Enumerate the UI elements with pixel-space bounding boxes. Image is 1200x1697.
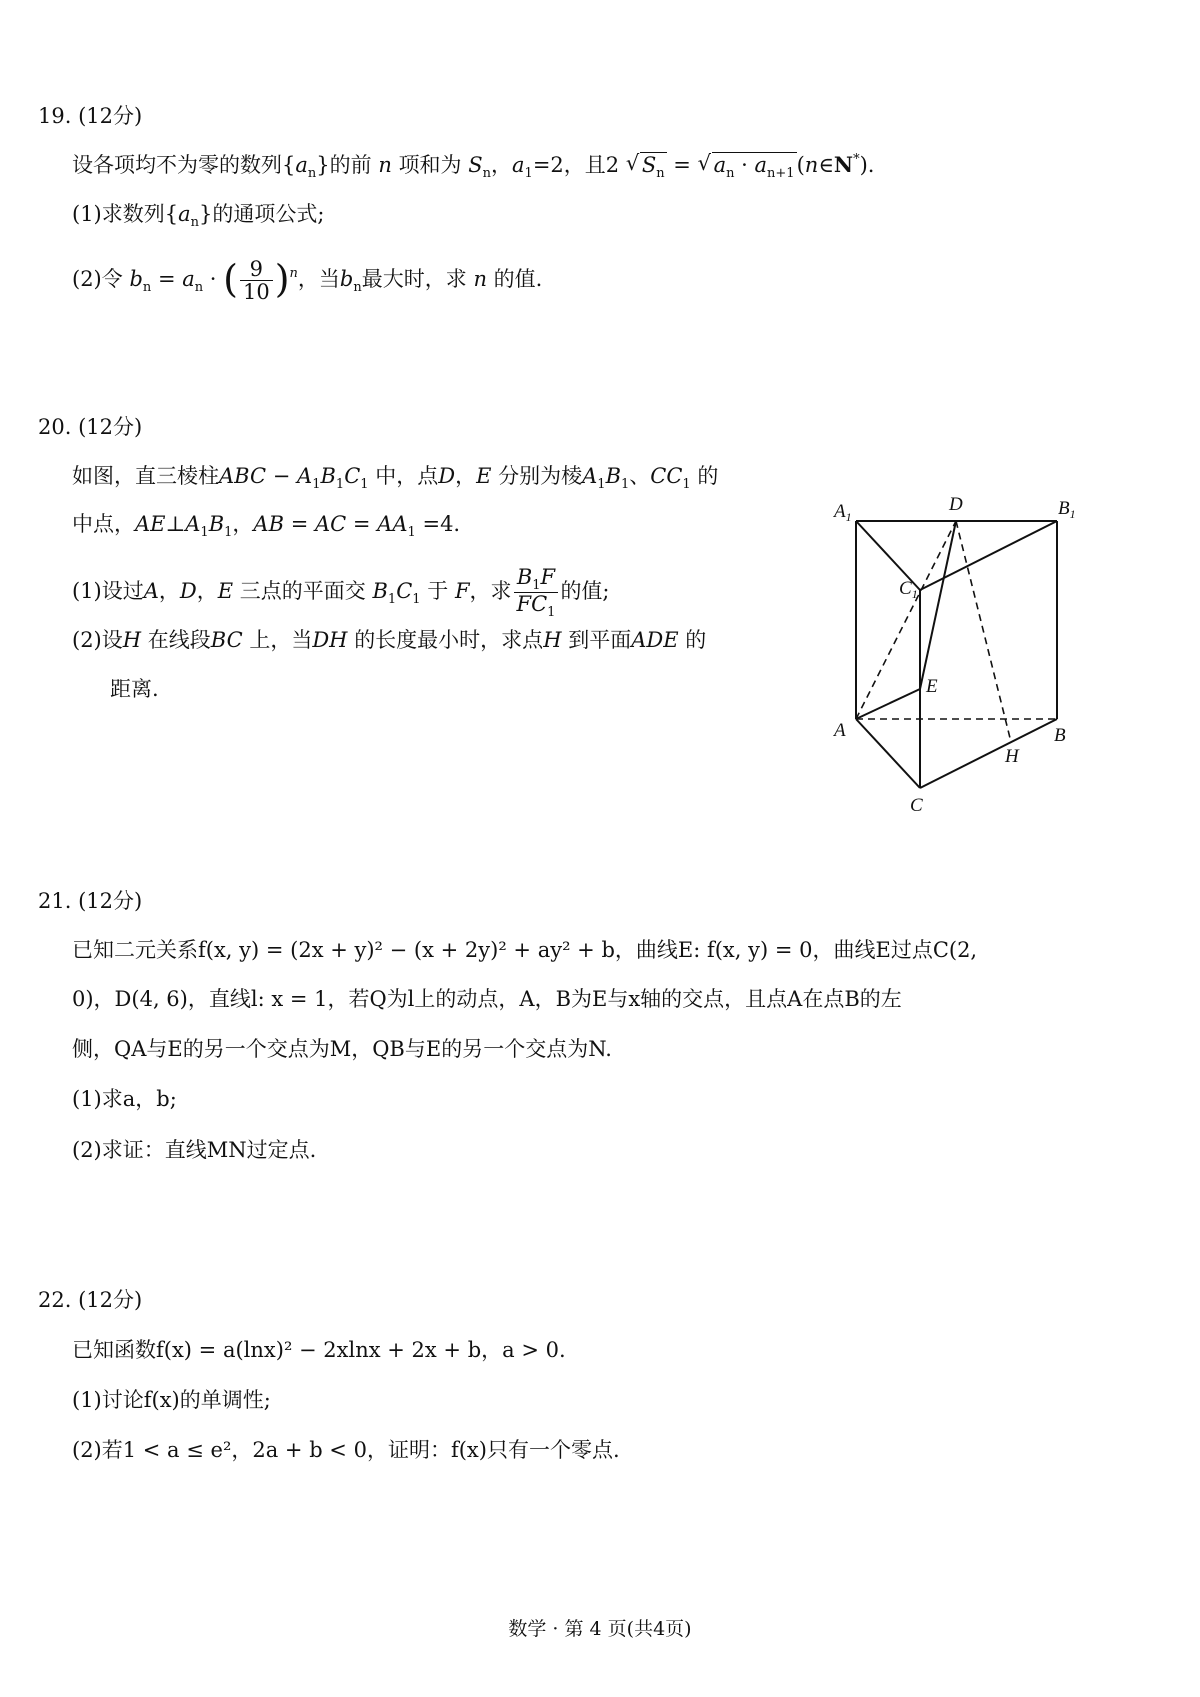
- label-d: D: [949, 494, 963, 515]
- edge-c1-b1: [920, 521, 1057, 590]
- q20-part1: (1)设过A，D，E 三点的平面交 $B_1C_1$ 于 F，求 $\frac{B_1F}{FC_1}$ 的值;: [72, 565, 610, 620]
- page-footer: 数学 · 第 4 页(共4页): [508, 1618, 692, 1640]
- q21-line2: 0)，D(4, 6)，直线l: x = 1，若Q为l上的动点，A，B为E与x轴的交点，且点A在点B的左: [72, 987, 902, 1011]
- q21-part2: (2)求证：直线MN过定点.: [72, 1138, 317, 1162]
- q21-line1: 已知二元关系f(x, y) = (2x + y)² − (x + 2y)² + ay² + b，曲线E: f(x, y) = 0，曲线E过点C(2,: [72, 938, 978, 962]
- q19-part2: (2)令 $b_n = a_n$ · ( $\frac{9}{10}$ )$^n$，当$b_n$最大时，求 n 的值.: [72, 256, 543, 304]
- q19-part1: (1)求数列$\{a_n\}$的通项公式;: [72, 202, 325, 230]
- q22-header: 22. (12分): [38, 1288, 143, 1312]
- q20-part2-cont: 距离.: [110, 677, 159, 701]
- q19-stem: 设各项均不为零的数列$\{a_n\}$的前 n 项和为 $S_n$，$a_1=2$，且2 √ $S_n$ = √ $a_n$ · $a_{n+1}(n\in N^*)$.: [72, 150, 874, 184]
- label-a1: $A_1$: [834, 501, 852, 524]
- q22-part2: (2)若1 < a ≤ e²，2a + b < 0，证明：f(x)只有一个零点.: [72, 1438, 620, 1462]
- dashed-d-h: [956, 521, 1011, 742]
- label-h: H: [1005, 746, 1019, 767]
- q22-line1: 已知函数f(x) = a(lnx)² − 2xlnx + 2x + b，a > 0.: [72, 1338, 566, 1362]
- q21-part1: (1)求a，b;: [72, 1087, 177, 1111]
- segment-d-e: [920, 521, 956, 689]
- q20-header: 20. (12分): [38, 415, 143, 439]
- fraction-9-10: $\frac{9}{10}$: [240, 258, 273, 303]
- q21-line3: 侧，QA与E的另一个交点为M，QB与E的另一个交点为N.: [72, 1037, 612, 1061]
- label-b1: $B_1$: [1058, 498, 1076, 521]
- label-c1: $C_1$: [899, 578, 918, 601]
- q22-part1: (1)讨论f(x)的单调性;: [72, 1388, 271, 1412]
- prism-figure: [818, 494, 1092, 812]
- q21-header: 21. (12分): [38, 889, 143, 913]
- fraction-b1f-fc1: $\frac{B_1F}{FC_1}$: [514, 566, 559, 619]
- label-b: B: [1054, 725, 1066, 746]
- q20-part2: (2)设H 在线段BC 上，当DH 的长度最小时，求点H 到平面ADE 的: [72, 628, 707, 652]
- q20-line2: 中点，$AE\perp A_1B_1$，AB = AC = $AA_1 =4$.: [72, 512, 461, 540]
- label-c: C: [910, 795, 923, 812]
- label-a: A: [834, 720, 846, 741]
- q20-line1: 如图，直三棱柱ABC − $A_1B_1C_1$ 中，点D，E 分别为棱$A_1B_1$、$CC_1$ 的: [72, 464, 719, 492]
- edge-a-c: [856, 719, 920, 788]
- segment-a-e: [856, 689, 920, 719]
- dashed-a-d: [856, 521, 956, 719]
- q19-header: 19. (12分): [38, 104, 143, 128]
- label-e: E: [926, 676, 938, 697]
- edge-c-b: [920, 719, 1057, 788]
